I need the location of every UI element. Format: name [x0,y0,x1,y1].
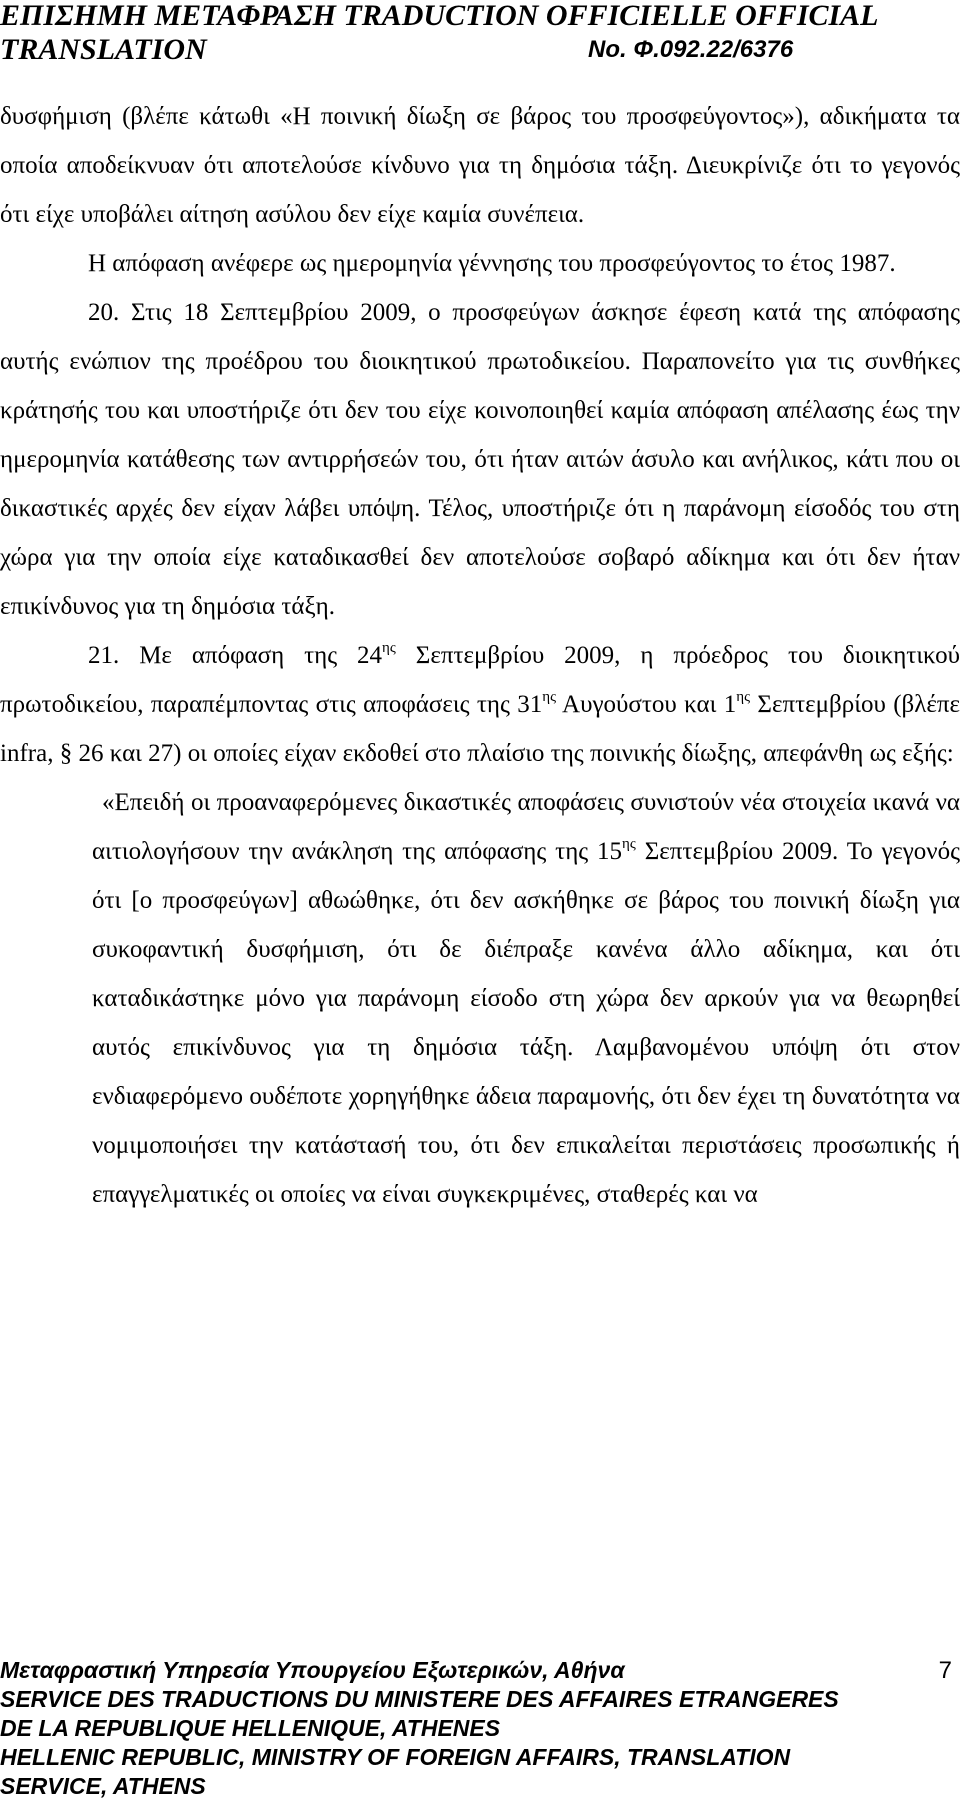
ordinal-suffix: ης [736,688,751,705]
header-translation-word: TRANSLATION [0,33,207,66]
ordinal-suffix: ης [542,688,557,705]
paragraph-birth-date: Η απόφαση ανέφερε ως ημερομηνία γέννησης του προσφεύγοντος το έτος 1987. [88,250,896,277]
paragraph-20: 20. Στις 18 Σεπτεμβρίου 2009, ο προσφεύγων άσκησε έφεση κατά της απόφασης αυτής ενώπιον της προέδρου του διοικητικού πρωτοδικείου. Παραπονείτο για τις συνθήκες κράτησής του και υποστήριζε ότι δεν του είχε κοινοποιηθεί καμία απόφαση απέλασης έως την ημερομηνία κατάθεσης των αντιρρήσεών του, ότι ήταν αιτών άσυλο και ανήλικος, κάτι που οι δικαστικές αρχές δεν είχαν λάβει υπόψη. Τέλος, υποστήριζε ότι η παράνομη είσοδός του στη χώρα για την οποία είχε καταδικασθεί δεν αποτελούσε σοβαρό αδίκημα και ότι δεν ήταν επικίνδυνος για τη δημόσια τάξη. [0,299,960,620]
page-header [0,0,960,80]
page-number: 7 [938,1657,952,1684]
ordinal-suffix: ης [622,835,636,852]
header-official-translation-line: ΕΠΙΣΗΜΗ ΜΕΤΑΦΡΑΣΗ TRADUCTION OFFICIELLE OFFICIAL [0,0,879,32]
block-quote [92,778,960,1219]
ordinal-suffix: ης [382,639,396,656]
footer-service-english-1: HELLENIC REPUBLIC, MINISTRY OF FOREIGN AFFAIRS, TRANSLATION [0,1744,791,1770]
paragraph-continued: δυσφήμιση (βλέπε κάτωθι «Η ποινική δίωξη σε βάρος του προσφεύγοντος»), αδικήματα τα οποία αποδείκνυαν ότι αποτελούσε κίνδυνο για τη δημόσια τάξη. Διευκρίνιζε ότι το γεγονός ότι είχε υποβάλει αίτηση ασύλου δεν είχε καμία συνέπεια. [0,103,960,228]
footer-service-english-2: SERVICE, ATHENS [0,1773,206,1799]
document-number: No. Φ.092.22/6376 [588,36,794,63]
footer-service-french-2: DE LA REPUBLIQUE HELLENIQUE, ATHENES [0,1715,501,1741]
paragraph-21-text-b: Σεπτεμβρίου 2009, η πρόεδρος του διοικητικού πρωτοδικείου, παραπέμποντας στις αποφάσεις της 31 [0,642,960,718]
page-footer [0,1656,960,1801]
paragraph-21 [0,631,960,778]
paragraph-21-text-d: Σεπτεμβρίου (βλέπε infra, § 26 και 27) οι οποίες είχαν εκδοθεί στο πλαίσιο της ποινικής δίωξης, απεφάνθη ως εξής: [0,691,960,767]
paragraph-21-text-c: Αυγούστου και 1 [556,691,737,718]
document-body [0,92,960,1219]
quote-text-a: «Επειδή οι προαναφερόμενες δικαστικές αποφάσεις συνιστούν νέα στοιχεία ικανά να αιτιολογήσουν την ανάκληση της απόφασης της 15 [92,789,960,865]
paragraph-21-text-a: 21. Με απόφαση της 24 [88,642,383,669]
quote-text-b: Σεπτεμβρίου 2009. Το γεγονός ότι [ο προσφεύγων] αθωώθηκε, ότι δεν ασκήθηκε σε βάρος του ποινική δίωξη για συκοφαντική δυσφήμιση, ότι δε διέπραξε κανένα άλλο αδίκημα, και ότι καταδικάστηκε μόνο για παράνομη είσοδο στη χώρα δεν αρκούν για να θεωρηθεί αυτός επικίνδυνος για τη δημόσια τάξη. Λαμβανομένου υπόψη ότι στον ενδιαφερόμενο ουδέποτε χορηγήθηκε άδεια παραμονής, ότι δεν έχει τη δυνατότητα να νομιμοποιήσει την κατάστασή του, ότι δεν επικαλείται περιστάσεις προσωπικής ή επαγγελματικές οι οποίες να είναι συγκεκριμένες, σταθερές και να [92,838,960,1208]
footer-service-french-1: SERVICE DES TRADUCTIONS DU MINISTERE DES AFFAIRES ETRANGERES [0,1686,839,1712]
footer-service-greek: Μεταφραστική Υπηρεσία Υπουργείου Εξωτερικών, Αθήνα [0,1657,625,1683]
